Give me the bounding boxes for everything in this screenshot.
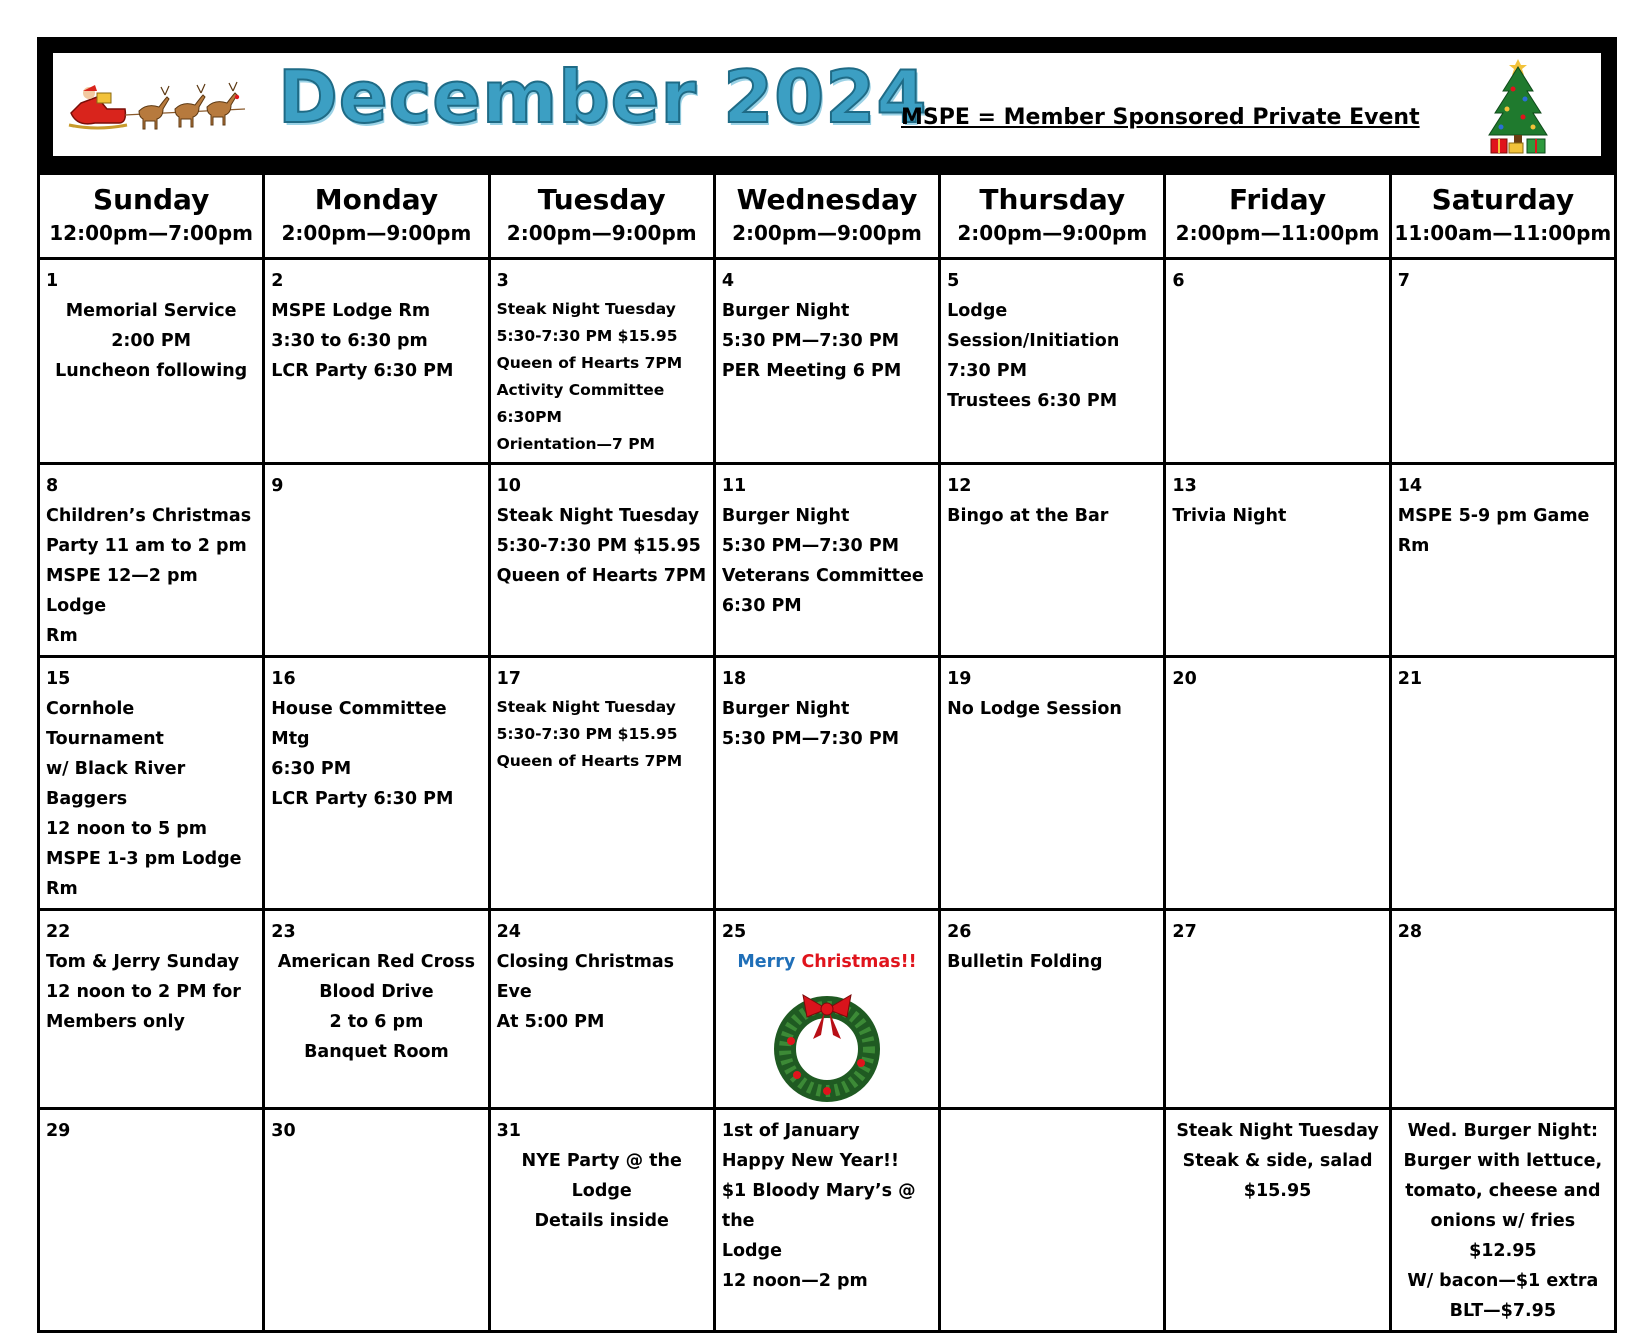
event-line: MSPE 12—2 pm Lodge bbox=[46, 566, 198, 616]
day-cell bbox=[714, 259, 939, 464]
day-cell bbox=[714, 910, 939, 1109]
day-cell-content bbox=[716, 1110, 938, 1300]
day-number: 11 bbox=[721, 476, 747, 496]
event-line: Queen of Hearts 7PM bbox=[496, 354, 683, 372]
day-cell-content bbox=[1166, 260, 1388, 300]
christmas-word: Christmas!! bbox=[801, 952, 917, 972]
day-cell-content bbox=[40, 260, 262, 390]
merry-word: Merry bbox=[737, 952, 796, 972]
day-cell bbox=[39, 910, 264, 1109]
day-number: 9 bbox=[271, 476, 284, 496]
day-number: 25 bbox=[721, 922, 747, 942]
weekday-name: Saturday bbox=[1431, 183, 1575, 217]
header-inner bbox=[53, 53, 1601, 156]
event-line: Steak Night Tuesday bbox=[496, 506, 699, 526]
day-number: 12 bbox=[947, 476, 972, 496]
sleigh-reindeer-icon bbox=[67, 79, 252, 131]
day-cell-content bbox=[265, 911, 487, 1071]
day-cell bbox=[714, 1109, 939, 1332]
event-line: Bulletin Folding bbox=[947, 952, 1103, 972]
event-line: At 5:00 PM bbox=[496, 1012, 605, 1032]
weekday-header-friday bbox=[1165, 174, 1390, 259]
weekday-hours: 2:00pm—11:00pm bbox=[1175, 220, 1380, 245]
event-line: 5:30-7:30 PM $15.95 bbox=[496, 536, 701, 556]
event-line: 12 noon—2 pm bbox=[721, 1271, 868, 1291]
day-number: 10 bbox=[496, 476, 521, 496]
event-line: Burger Night bbox=[721, 301, 850, 321]
mspe-legend: MSPE = Member Sponsored Private Event bbox=[901, 105, 1420, 130]
day-number: 31 bbox=[496, 1121, 521, 1141]
day-cell-content bbox=[491, 911, 713, 1041]
day-number: 24 bbox=[496, 922, 521, 942]
page-title: December 2024 bbox=[278, 55, 928, 139]
week-row bbox=[39, 464, 1616, 657]
day-cell-content bbox=[941, 658, 1163, 728]
event-line: Lodge Session/Initiation bbox=[947, 301, 1120, 351]
day-cell bbox=[940, 464, 1165, 657]
day-cell-content bbox=[1166, 1110, 1388, 1210]
event-line: Queen of Hearts 7PM bbox=[496, 752, 683, 770]
day-cell bbox=[1165, 259, 1390, 464]
day-number: 18 bbox=[721, 669, 747, 689]
weekday-hours: 2:00pm—9:00pm bbox=[957, 220, 1148, 245]
event-line: MSPE Lodge Rm bbox=[271, 301, 431, 321]
day-cell-content bbox=[1392, 1110, 1614, 1330]
day-number: 13 bbox=[1172, 476, 1197, 496]
day-cell bbox=[1165, 1109, 1390, 1332]
event-line: 5:30-7:30 PM $15.95 bbox=[496, 725, 678, 743]
event-line: Details inside bbox=[534, 1211, 669, 1231]
day-number: 21 bbox=[1397, 669, 1423, 689]
day-cell bbox=[489, 464, 714, 657]
weekday-name: Friday bbox=[1229, 183, 1327, 217]
event-line: Orientation—7 PM bbox=[496, 435, 655, 453]
event-line: 12 noon to 5 pm bbox=[46, 819, 208, 839]
day-cell bbox=[1390, 464, 1615, 657]
week-row bbox=[39, 910, 1616, 1109]
event-line: Veterans Committee bbox=[721, 566, 924, 586]
christmas-tree-icon bbox=[1483, 55, 1553, 155]
day-cell bbox=[1165, 910, 1390, 1109]
week-row bbox=[39, 1109, 1616, 1332]
day-number: 19 bbox=[947, 669, 972, 689]
day-cell-content bbox=[491, 260, 713, 462]
weekday-header-saturday bbox=[1390, 174, 1615, 259]
event-line: 5:30 PM—7:30 PM bbox=[721, 536, 900, 556]
day-cell-content bbox=[941, 911, 1163, 981]
event-line: Children’s Christmas bbox=[46, 506, 252, 526]
event-line: Steak Night Tuesday bbox=[496, 300, 676, 318]
day-cell bbox=[940, 259, 1165, 464]
event-line: 7:30 PM bbox=[947, 361, 1027, 381]
event-line: 5:30 PM—7:30 PM bbox=[721, 331, 900, 351]
day-cell bbox=[940, 910, 1165, 1109]
day-number: 26 bbox=[947, 922, 972, 942]
day-cell bbox=[940, 657, 1165, 910]
day-cell-content bbox=[265, 465, 487, 505]
day-cell-content bbox=[1392, 260, 1614, 300]
event-line: Banquet Room bbox=[304, 1042, 449, 1062]
day-cell bbox=[264, 910, 489, 1109]
event-line: Queen of Hearts 7PM bbox=[496, 566, 707, 586]
event-line: NYE Party @ the Lodge bbox=[521, 1151, 682, 1201]
day-cell bbox=[264, 464, 489, 657]
event-line: Steak Night Tuesday bbox=[1176, 1121, 1379, 1141]
day-cell-content bbox=[716, 260, 938, 390]
event-line: Bingo at the Bar bbox=[947, 506, 1109, 526]
day-number: 29 bbox=[46, 1121, 71, 1141]
weekday-name: Tuesday bbox=[537, 183, 666, 217]
day-number: 20 bbox=[1172, 669, 1197, 689]
weekday-name: Sunday bbox=[92, 183, 210, 217]
event-line: Memorial Service bbox=[65, 301, 237, 321]
event-line: Party 11 am to 2 pm bbox=[46, 536, 247, 556]
day-cell bbox=[489, 657, 714, 910]
event-line: tomato, cheese and bbox=[1405, 1181, 1601, 1201]
day-cell bbox=[1165, 657, 1390, 910]
christmas-wreath-icon bbox=[767, 983, 887, 1103]
day-cell-content bbox=[1166, 911, 1388, 951]
event-line: 5:30-7:30 PM $15.95 bbox=[496, 327, 678, 345]
event-line: 12 noon to 2 PM for bbox=[46, 982, 241, 1002]
event-line: 6:30 PM bbox=[721, 596, 802, 616]
weekday-name: Wednesday bbox=[736, 183, 918, 217]
day-cell-content bbox=[40, 465, 262, 655]
weekday-name: Thursday bbox=[979, 183, 1126, 217]
event-line: Blood Drive bbox=[319, 982, 434, 1002]
day-cell bbox=[489, 1109, 714, 1332]
weekday-header-row bbox=[39, 174, 1616, 259]
day-cell bbox=[264, 1109, 489, 1332]
day-cell-content bbox=[1392, 658, 1614, 698]
event-line: Luncheon following bbox=[55, 361, 248, 381]
day-cell-content bbox=[716, 658, 938, 758]
event-line: onions w/ fries $12.95 bbox=[1430, 1211, 1576, 1261]
day-number: 22 bbox=[46, 922, 71, 942]
day-cell bbox=[1390, 657, 1615, 910]
weekday-name: Monday bbox=[314, 183, 439, 217]
day-cell bbox=[39, 464, 264, 657]
event-line: w/ Black River Baggers bbox=[46, 759, 186, 809]
event-line: Burger Night bbox=[721, 699, 850, 719]
day-number: 28 bbox=[1397, 922, 1423, 942]
day-cell-content bbox=[1166, 465, 1388, 535]
event-line: 6:30 PM bbox=[271, 759, 352, 779]
day-cell bbox=[489, 910, 714, 1109]
day-cell-content bbox=[491, 1110, 713, 1240]
weekday-hours: 2:00pm—9:00pm bbox=[281, 220, 472, 245]
event-line: 2 to 6 pm bbox=[329, 1012, 424, 1032]
day-cell-content bbox=[941, 1110, 1163, 1120]
weekday-header-sunday bbox=[39, 174, 264, 259]
event-line: No Lodge Session bbox=[947, 699, 1122, 719]
day-cell bbox=[940, 1109, 1165, 1332]
header-banner bbox=[37, 37, 1617, 172]
day-number: 4 bbox=[721, 271, 735, 291]
day-cell bbox=[1165, 464, 1390, 657]
event-line: Burger Night bbox=[721, 506, 850, 526]
event-line: W/ bacon—$1 extra bbox=[1407, 1271, 1599, 1291]
event-line: Members only bbox=[46, 1012, 185, 1032]
week-row bbox=[39, 259, 1616, 464]
day-cell-content bbox=[716, 911, 938, 1107]
day-cell bbox=[714, 464, 939, 657]
day-cell-content bbox=[265, 658, 487, 818]
weekday-header-tuesday bbox=[489, 174, 714, 259]
day-cell-content bbox=[265, 1110, 487, 1150]
day-cell bbox=[714, 657, 939, 910]
event-line: Steak & side, salad bbox=[1182, 1151, 1373, 1171]
event-line: BLT—$7.95 bbox=[1449, 1301, 1557, 1321]
day-cell bbox=[1390, 1109, 1615, 1332]
day-cell bbox=[1390, 259, 1615, 464]
event-line: 2:00 PM bbox=[111, 331, 192, 351]
day-cell bbox=[489, 259, 714, 464]
event-line: Trustees 6:30 PM bbox=[947, 391, 1118, 411]
weekday-header-wednesday bbox=[714, 174, 939, 259]
event-line: 5:30 PM—7:30 PM bbox=[721, 729, 900, 749]
day-cell bbox=[39, 657, 264, 910]
day-cell-content bbox=[265, 260, 487, 390]
event-line: House Committee Mtg bbox=[271, 699, 447, 749]
day-cell bbox=[39, 259, 264, 464]
event-line: Closing Christmas Eve bbox=[496, 952, 675, 1002]
event-line: Lodge bbox=[721, 1241, 782, 1261]
weekday-hours: 2:00pm—9:00pm bbox=[506, 220, 697, 245]
day-number: 27 bbox=[1172, 922, 1197, 942]
day-cell-content bbox=[716, 465, 938, 625]
day-cell bbox=[264, 259, 489, 464]
day-number: 30 bbox=[271, 1121, 296, 1141]
day-cell-content bbox=[491, 658, 713, 779]
event-line: 1st of January bbox=[721, 1121, 860, 1141]
event-line: MSPE 5-9 pm Game Rm bbox=[1397, 506, 1590, 556]
day-cell-content bbox=[941, 260, 1163, 420]
day-cell bbox=[1390, 910, 1615, 1109]
event-line: $15.95 bbox=[1243, 1181, 1312, 1201]
weekday-hours: 12:00pm—7:00pm bbox=[49, 220, 253, 245]
event-line: Steak Night Tuesday bbox=[496, 698, 676, 716]
weekday-hours: 11:00am—11:00pm bbox=[1394, 220, 1612, 245]
event-line: PER Meeting 6 PM bbox=[721, 361, 902, 381]
event-line: $1 Bloody Mary’s @ the bbox=[721, 1181, 916, 1231]
event-line: American Red Cross bbox=[277, 952, 476, 972]
day-cell-content bbox=[1166, 658, 1388, 698]
day-cell-content bbox=[1392, 465, 1614, 565]
event-line: LCR Party 6:30 PM bbox=[271, 789, 454, 809]
week-row bbox=[39, 657, 1616, 910]
event-line: Cornhole Tournament bbox=[46, 699, 164, 749]
calendar-grid bbox=[37, 172, 1617, 1333]
day-number: 6 bbox=[1172, 271, 1185, 291]
event-line: Rm bbox=[46, 626, 78, 646]
day-number: 5 bbox=[947, 271, 960, 291]
event-line: Tom & Jerry Sunday bbox=[46, 952, 240, 972]
day-number: 2 bbox=[271, 271, 284, 291]
event-line: Activity Committee 6:30PM bbox=[496, 381, 665, 426]
event-line: Burger with lettuce, bbox=[1403, 1151, 1603, 1171]
event-line: 3:30 to 6:30 pm bbox=[271, 331, 428, 351]
day-cell bbox=[39, 1109, 264, 1332]
day-number: 3 bbox=[496, 271, 509, 291]
day-cell bbox=[264, 657, 489, 910]
weekday-header-thursday bbox=[940, 174, 1165, 259]
day-number: 17 bbox=[496, 669, 521, 689]
day-number: 1 bbox=[46, 271, 59, 291]
day-number: 16 bbox=[271, 669, 296, 689]
event-line: Happy New Year!! bbox=[721, 1151, 899, 1171]
event-line: Trivia Night bbox=[1172, 506, 1287, 526]
weekday-hours: 2:00pm—9:00pm bbox=[732, 220, 922, 245]
day-number: 23 bbox=[271, 922, 296, 942]
event-line: LCR Party 6:30 PM bbox=[271, 361, 454, 381]
day-number: 7 bbox=[1397, 271, 1410, 291]
day-cell-content bbox=[1392, 911, 1614, 951]
day-cell-content bbox=[491, 465, 713, 595]
day-number: 15 bbox=[46, 669, 71, 689]
weekday-header-monday bbox=[264, 174, 489, 259]
day-cell-content bbox=[40, 911, 262, 1041]
day-number: 8 bbox=[46, 476, 59, 496]
day-cell-content bbox=[40, 1110, 262, 1150]
day-cell-content bbox=[40, 658, 262, 908]
day-number: 14 bbox=[1397, 476, 1423, 496]
event-line: Wed. Burger Night: bbox=[1407, 1121, 1599, 1141]
event-line: MSPE 1-3 pm Lodge Rm bbox=[46, 849, 242, 899]
day-cell-content bbox=[941, 465, 1163, 535]
merry-christmas-text bbox=[722, 947, 932, 977]
